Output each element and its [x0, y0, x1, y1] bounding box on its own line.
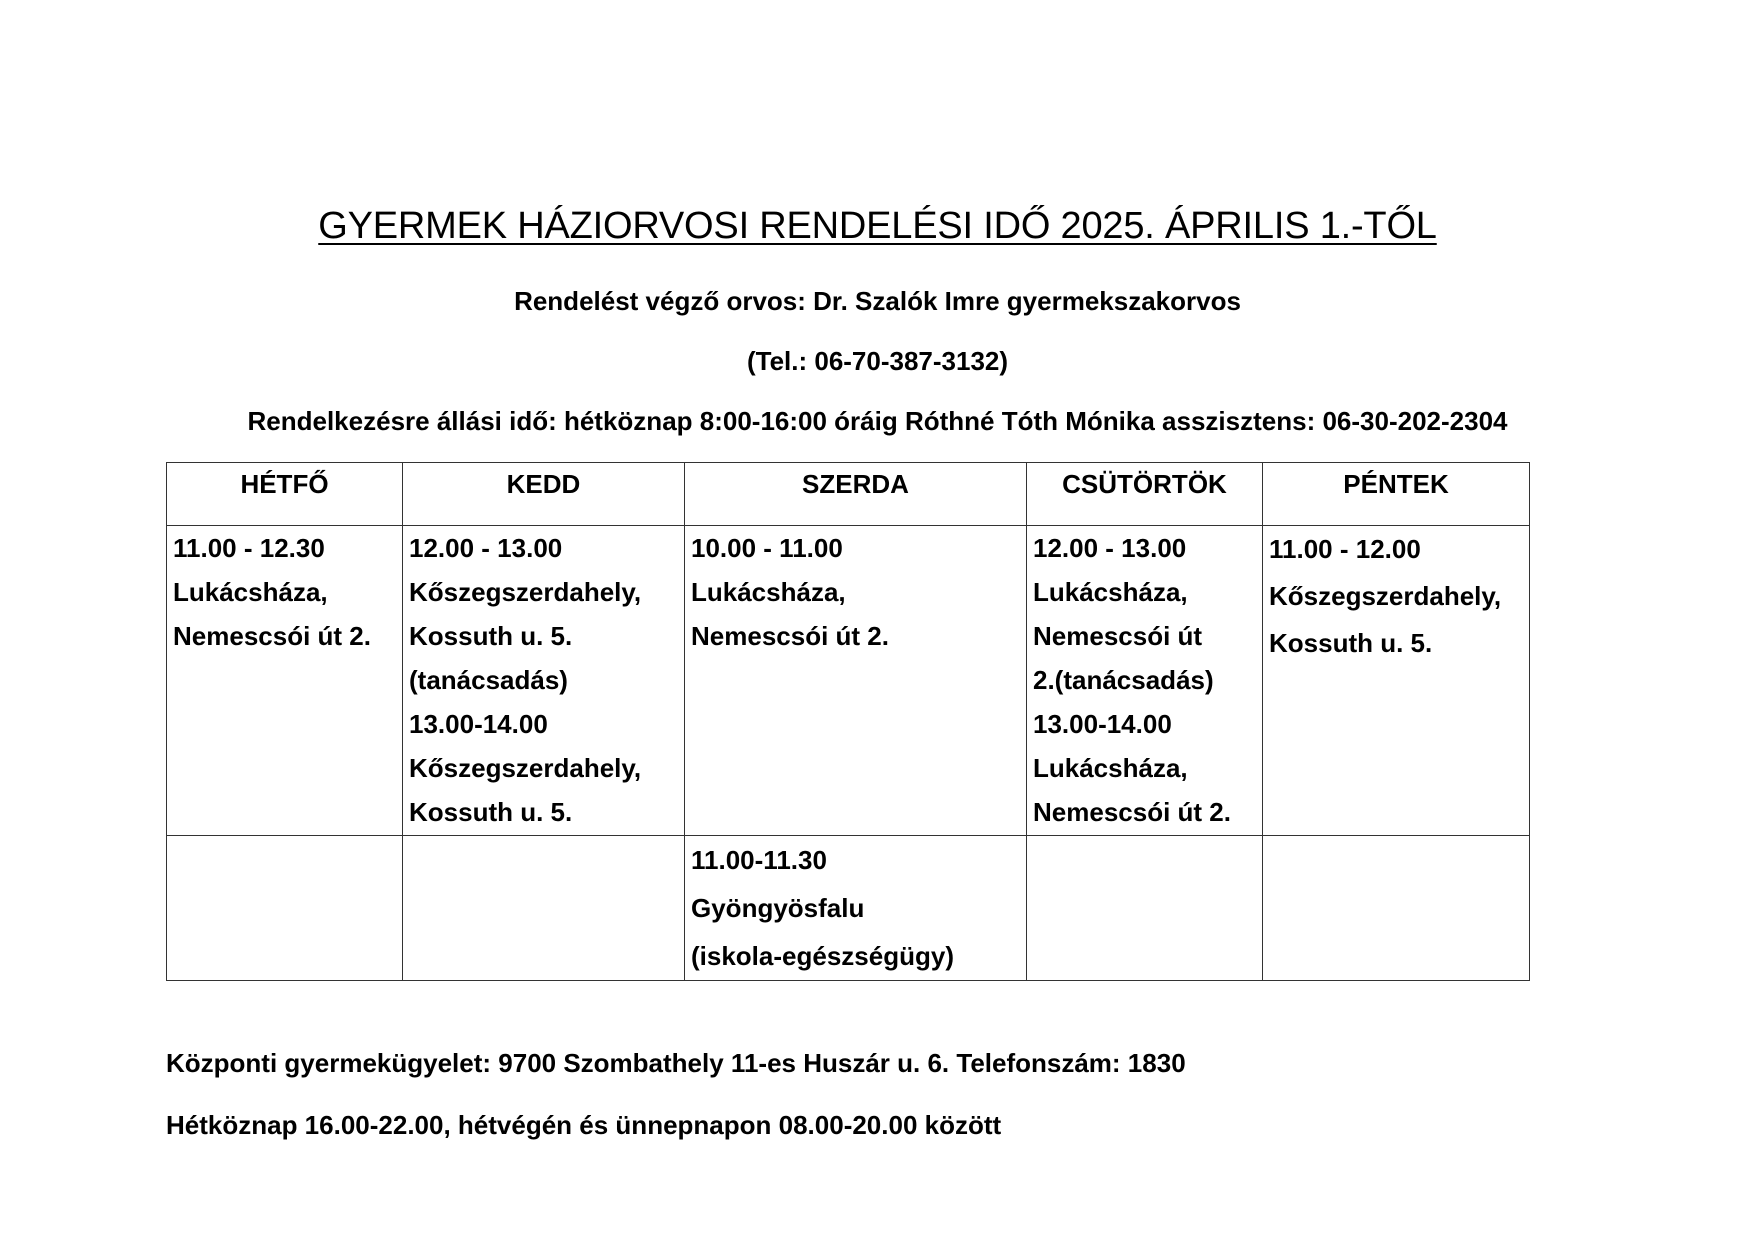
table-row — [167, 526, 1530, 836]
cell-line: 13.00-14.00 — [409, 709, 548, 739]
cell-line: Kőszegszerdahely, — [409, 577, 642, 607]
cell-line: 11.00 - 12.00 — [1269, 534, 1421, 564]
page-title — [0, 205, 1755, 248]
cell-line: Nemescsói út — [1033, 621, 1203, 651]
cell-thursday-empty — [1027, 836, 1263, 981]
header-thursday: CSÜTÖRTÖK — [1027, 463, 1263, 526]
cell-wednesday — [685, 526, 1027, 836]
cell-line: (tanácsadás) — [409, 665, 568, 695]
cell-line: Lukácsháza, — [173, 577, 328, 607]
cell-line: Gyöngyösfalu — [691, 893, 865, 923]
cell-line: 12.00 - 13.00 — [409, 533, 563, 563]
cell-line: Lukácsháza, — [691, 577, 846, 607]
availability-line: Rendelkezésre állási idő: hétköznap 8:00-16:00 óráig Róthné Tóth Mónika asszisztens: 06-30-202-2304 — [247, 406, 1508, 436]
cell-friday — [1263, 526, 1530, 836]
cell-line: 2.(tanácsadás) — [1033, 665, 1214, 695]
schedule-table — [166, 462, 1530, 981]
cell-line: Nemescsói út 2. — [691, 621, 889, 651]
cell-tuesday — [403, 526, 685, 836]
cell-line: Lukácsháza, — [1033, 753, 1188, 783]
header-friday: PÉNTEK — [1263, 463, 1530, 526]
cell-thursday — [1027, 526, 1263, 836]
cell-line: Kőszegszerdahely, — [1269, 581, 1502, 611]
cell-line: 11.00 - 12.30 — [173, 533, 325, 563]
header-wednesday: SZERDA — [685, 463, 1027, 526]
header-tuesday: KEDD — [403, 463, 685, 526]
cell-line: Kossuth u. 5. — [409, 621, 573, 651]
table-row — [167, 836, 1530, 981]
header-row — [167, 463, 1530, 526]
on-call-service-line: Központi gyermekügyelet: 9700 Szombathely 11-es Huszár u. 6. Telefonszám: 1830 — [166, 1048, 1186, 1078]
page-title-text: GYERMEK HÁZIORVOSI RENDELÉSI IDŐ 2025. ÁPRILIS 1.-TŐL — [318, 205, 1437, 247]
cell-line: Nemescsói út 2. — [173, 621, 371, 651]
cell-friday-empty — [1263, 836, 1530, 981]
cell-monday — [167, 526, 403, 836]
cell-line: Kőszegszerdahely, — [409, 753, 642, 783]
header-monday: HÉTFŐ — [167, 463, 403, 526]
cell-line: 12.00 - 13.00 — [1033, 533, 1187, 563]
cell-line: (iskola-egészségügy) — [691, 941, 954, 971]
cell-line: 10.00 - 11.00 — [691, 533, 843, 563]
phone-line: (Tel.: 06-70-387-3132) — [746, 346, 1009, 376]
cell-tuesday-empty — [403, 836, 685, 981]
cell-line: 11.00-11.30 — [691, 845, 827, 875]
on-call-hours-line: Hétköznap 16.00-22.00, hétvégén és ünnepnapon 08.00-20.00 között — [166, 1110, 1002, 1140]
doctor-line: Rendelést végző orvos: Dr. Szalók Imre gyermekszakorvos — [514, 286, 1241, 316]
cell-line: Nemescsói út 2. — [1033, 797, 1231, 827]
cell-monday-empty — [167, 836, 403, 981]
cell-line: Kossuth u. 5. — [1269, 628, 1433, 658]
cell-line: Lukácsháza, — [1033, 577, 1188, 607]
cell-wednesday-school — [685, 836, 1027, 981]
cell-line: 13.00-14.00 — [1033, 709, 1172, 739]
cell-line: Kossuth u. 5. — [409, 797, 573, 827]
